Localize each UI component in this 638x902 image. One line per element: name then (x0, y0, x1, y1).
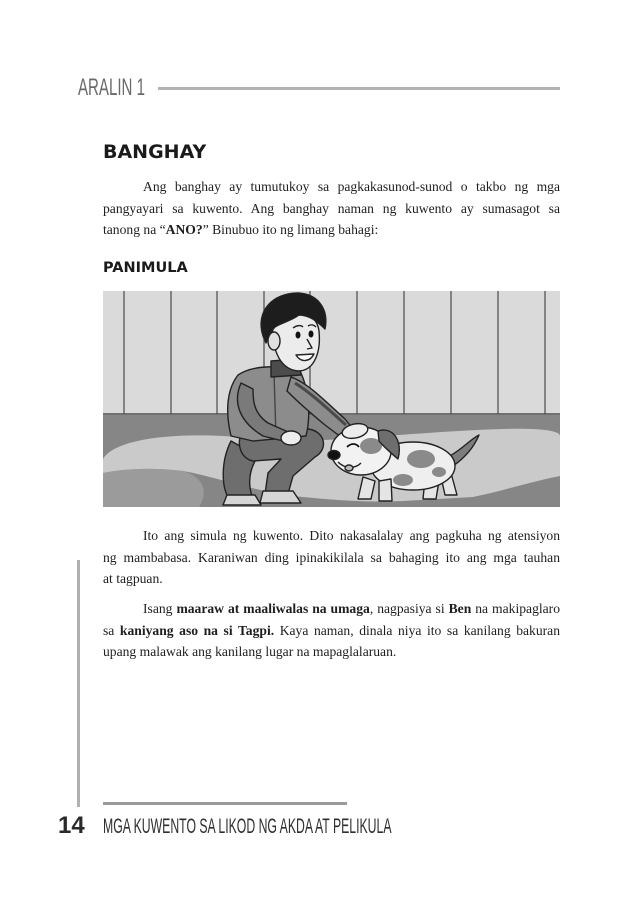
text-segment: Isang (143, 600, 177, 616)
paragraph-line (103, 176, 560, 198)
dog-tongue (345, 465, 353, 471)
paragraph-line (103, 641, 560, 663)
paragraph-line (103, 620, 560, 642)
story-paragraph (103, 598, 560, 663)
description-paragraph (103, 525, 560, 590)
ground-shadow (103, 469, 204, 507)
text-segment: na makipaglaro (471, 600, 560, 616)
man-shoe (260, 491, 301, 503)
text-segment: pangyayari sa kuwento. Ang banghay naman ng kuwento ay sumasagot sa (103, 200, 560, 216)
paragraph-line (103, 568, 560, 590)
dog-spot (407, 450, 435, 468)
subsection-title: PANIMULA (103, 260, 188, 276)
header-rule (158, 87, 560, 90)
paragraph-line (103, 525, 560, 547)
paragraph-line (103, 547, 560, 569)
man-eye (296, 332, 301, 339)
text-segment: at tagpuan. (103, 571, 163, 587)
dog-nose (328, 451, 340, 460)
paragraph-line (103, 198, 560, 220)
book-title: MGA KUWENTO SA LIKOD NG AKDA AT PELIKULA (103, 814, 392, 838)
man-shoe (223, 495, 261, 505)
text-segment: , nagpasiya si (369, 600, 449, 616)
text-segment: ng mambabasa. Karaniwan ding ipinakikilala sa bahaging ito ang mga tauhan (103, 549, 560, 565)
man-eye (309, 331, 314, 338)
dog-spot (432, 467, 446, 477)
lesson-label: ARALIN 1 (78, 74, 146, 101)
section-title: BANGHAY (103, 141, 207, 163)
man-hand (281, 431, 301, 445)
paragraph-line (103, 598, 560, 620)
text-segment: upang malawak ang kanilang lugar na mapaglalaruan. (103, 644, 397, 660)
bold-text-segment: Ben (448, 600, 472, 616)
dog-spot (393, 474, 413, 486)
footer-rule (103, 802, 347, 805)
text-segment: Ang banghay ay tumutukoy sa pagkakasunod-sunod o takbo ng mga (143, 178, 560, 194)
story-illustration (103, 291, 560, 507)
bold-text-segment: ANO? (165, 222, 203, 238)
bold-text-segment: maaraw at maaliwalas na umaga (176, 600, 370, 616)
bold-text-segment: kaniyang aso na si Tagpi. (119, 622, 275, 638)
text-segment: tanong na “ (103, 222, 166, 238)
side-rule (77, 560, 80, 807)
fence (103, 291, 560, 415)
text-segment: Kaya naman, dinala niya ito sa kanilang bakuran (274, 622, 560, 638)
page-number: 14 (58, 812, 85, 839)
text-segment: Ito ang simula ng kuwento. Dito nakasalalay ang pagkuha ng atensiyon (143, 527, 560, 543)
text-segment: sa (103, 622, 120, 638)
paragraph-line (103, 219, 560, 241)
intro-paragraph (103, 176, 560, 241)
text-segment: ” Binubuo ito ng limang bahagi: (202, 222, 379, 238)
dog-leg (379, 479, 392, 501)
